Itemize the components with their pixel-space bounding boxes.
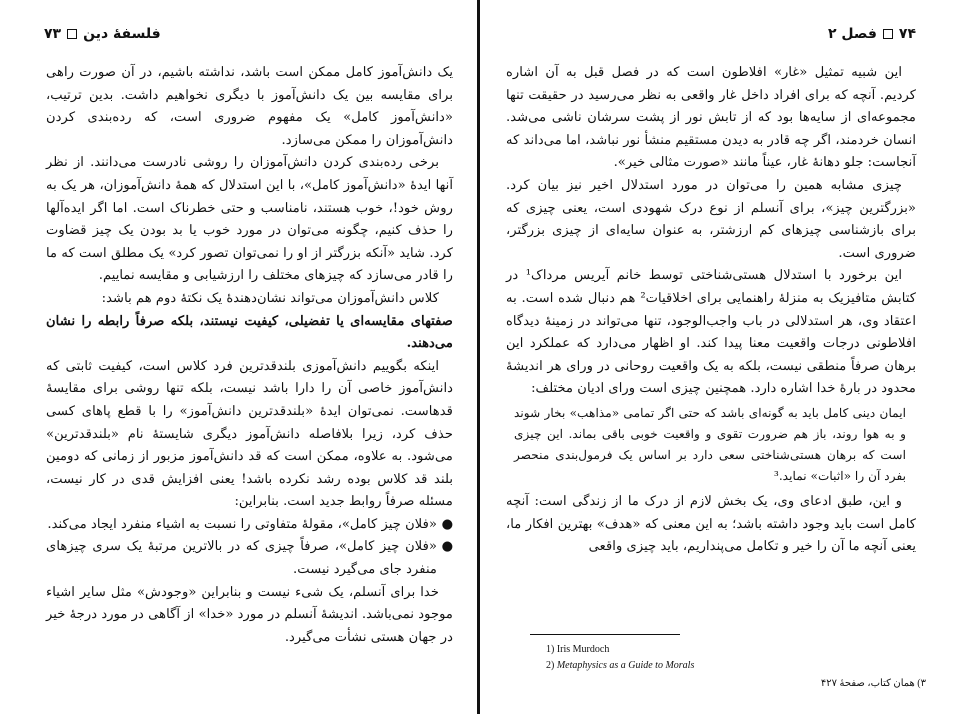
running-title: فصل ۲	[828, 26, 877, 42]
footnote-1: 1) Iris Murdoch	[546, 644, 610, 655]
left-page-body	[46, 62, 453, 649]
footnotes	[546, 642, 926, 689]
left-page	[0, 0, 477, 714]
bullet-icon: ●	[441, 539, 453, 555]
footnote-2	[546, 658, 926, 674]
paragraph: برخی رده‌بندی کردن دانش‌آموزان را روشی نادرست می‌دانند. از نظر آنها ایدهٔ «دانش‌آموز کامل»، با این استدلال که همهٔ دانش‌آموزان، هر یک به روش خود!، خوب هستند، نامناسب و حتی خطرناک است. اما اگر ایده‌آلها را حذف کنیم، چگونه می‌توان در مورد خوب یا بد بودن یک چیز قضاوت کرد. شاید «آنکه بزرگتر از او را نمی‌توان تصور کرد» یک مطلق است که ما را قادر می‌سازد که چیزهای مختلف را ارزشیابی و مقایسه نماییم.	[46, 155, 453, 284]
paragraph: اینکه بگوییم دانش‌آموزی بلندقدترین فرد کلاس است، کیفیت ثابتی که دانش‌آموز خاصی آن را دارا باشد نیست، بلکه تنها روشی برای مقایسهٔ قدهاست. نمی‌توان ایدهٔ «بلندقدترین دانش‌آموز» را با قطع پاهای کسی حذف کرد، زیرا بلافاصله دانش‌آموز دیگری شایستهٔ نام «بلندقدترین» می‌شود. به علاوه، ممکن است که قد دانش‌آموز مزبور از زمانی که دومین بلند قد کلاس بوده رشد نکرده باشد! یعنی افزایش قدی در کار نیست، مسئله صرفاً روابط جدید است. بنابراین:	[46, 358, 453, 510]
paragraph: خدا برای آنسلم، یک شیء نیست و بنابراین «وجودش» مثل سایر اشیاء موجود نمی‌باشد. اندیشهٔ آنسلم در مورد «خدا» از آگاهی در مورد درجهٔ خیر در جهان هستی نشأت می‌گیرد.	[46, 584, 453, 645]
paragraph: کلاس دانش‌آموزان می‌تواند نشان‌دهندهٔ یک نکتهٔ دوم هم باشد:	[101, 290, 439, 306]
paragraph: این برخورد با استدلال هستی‌شناختی توسط خانم آیریس مرداک¹ در کتابش متافیزیک به منزلهٔ راهنمایی برای اخلاقیات² هم دنبال شده است. به اعتقاد وی، هر استدلالی در باب واجب‌الوجود، تنها می‌تواند در زمینهٔ دیدگاه افلاطونی درجات واقعیت معنا پیدا کند. او اظهار می‌دارد که عملکرد این برهان صرفاً منطقی نیست، بلکه به یک واقعیت روحانی در ورای هر اندیشهٔ محدود در بارهٔ خدا اشاره دارد. همچنین چیزی است ورای ادیان مختلف:	[506, 268, 916, 397]
left-running-head	[44, 26, 161, 42]
running-title: فلسفهٔ دین	[83, 26, 161, 42]
paragraph: این شبیه تمثیل «غار» افلاطون است که در فصل قبل به آن اشاره کردیم. آنچه که برای افراد داخل غار واقعی به نظر می‌رسید در حقیقت تنها مجموعه‌ای از سایه‌ها بود که از تابش نور از پشت سرشان ناشی می‌شد. انسان خردمند، اگر چه قادر به دیدن مستقیم منشأ نور نباشد، اما می‌داند که آنجاست: جلو دهانهٔ غار، عیناً مانند «صورت مثالی خیر».	[506, 65, 916, 171]
right-page	[480, 0, 956, 714]
block-quote: ایمان دینی کامل باید به گونه‌ای باشد که حتی اگر تمامی «مذاهب» بخار شوند و به هوا روند، باز هم ضرورت تقوی و واقعیت خوبی باقی بماند. این چیزی است که برهان هستی‌شناختی سعی دارد بر اساس یک فرمول‌بندی منحصر بفرد آن را «اثبات» نماید.³	[514, 405, 906, 483]
bold-paragraph: صفتهای مقایسه‌ای یا تفضیلی، کیفیت نیستند، بلکه صرفاً رابطه را نشان می‌دهند.	[46, 313, 453, 352]
bullet-item	[46, 536, 453, 581]
footnote-3: ۳) همان کتاب، صفحهٔ ۴۲۷	[820, 678, 926, 689]
square-ornament-icon	[67, 29, 77, 39]
right-page-header	[506, 26, 916, 50]
footnote-rule	[530, 634, 680, 635]
footnote-2-prefix: 2)	[546, 660, 557, 671]
paragraph: یک دانش‌آموز کامل ممکن است باشد، نداشته باشیم، در آن صورت راهی برای مقایسه بین یک دانش‌آموز با دیگری نخواهیم داشت. بدین ترتیب، «دانش‌آموز کامل» یک مفهوم ضروری است، که رده‌بندی کردن دانش‌آموزان را ممکن می‌سازد.	[46, 65, 453, 148]
bullet-icon: ●	[441, 516, 453, 532]
page-number: ۷۴	[898, 26, 916, 42]
paragraph: چیزی مشابه همین را می‌توان در مورد استدلال اخیر نیز بیان کرد. «بزرگترین چیز»، برای آنسلم از نوع درک شهودی است، یعنی چیزی که برای بازشناسی چیزهای کم ارزشتر، به عنوان سایه‌ای از چیزی بزرگتر، ضروری است.	[506, 177, 916, 261]
page-number: ۷۳	[44, 26, 62, 42]
left-page-header	[44, 26, 453, 50]
footnote-2-title: Metaphysics as a Guide to Morals	[556, 660, 695, 671]
bullet-item	[46, 514, 453, 537]
bullet-text: «فلان چیز کامل»، صرفاً چیزی که در بالاترین مرتبهٔ یک سری چیزهای منفرد جای می‌گیرد نیست.	[46, 539, 437, 578]
paragraph: و این، طبق ادعای وی، یک بخش لازم از درک ما از زندگی است: آنچه کامل است باید وجود داشته باشد؛ به این معنی که «هدف» بهترین افکار ما، یعنی آنچه ما آن را خیر و تکامل می‌پنداریم، باید چیزی واقعی	[506, 493, 916, 555]
bullet-text: «فلان چیز کامل»، مقولهٔ متفاوتی را نسبت به اشیاء منفرد ایجاد می‌کند.	[47, 516, 437, 532]
right-running-head	[828, 26, 916, 42]
right-page-body	[506, 62, 916, 559]
square-ornament-icon	[883, 29, 893, 39]
